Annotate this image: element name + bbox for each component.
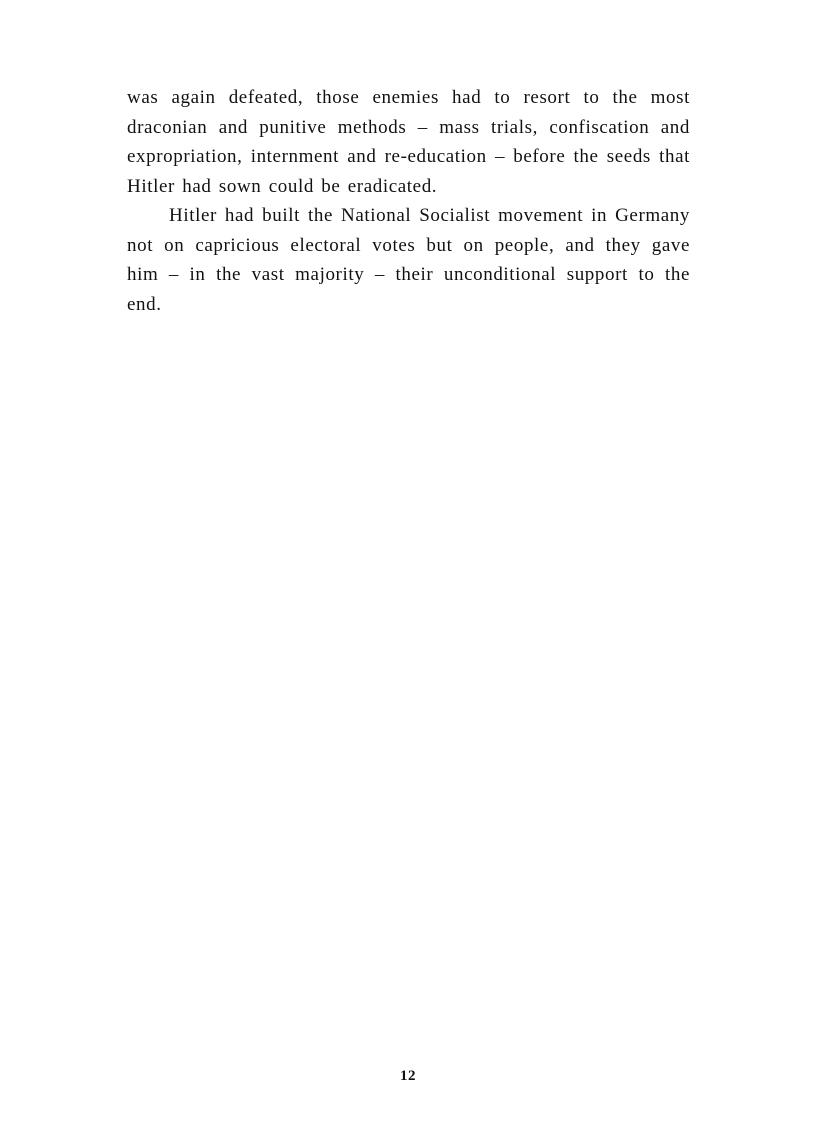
body-text	[127, 83, 690, 319]
paragraph-continued: was again defeated, those enemies had to resort to the most draconian and punitive methods – mass trials, confiscation and expropriation, internment and re-education – before the seeds that Hitler had sown could be eradicated.	[127, 87, 690, 197]
page-number: 12	[400, 1068, 416, 1084]
paragraph: Hitler had built the National Socialist movement in Germany not on capricious electoral votes but on people, and they gave him – in the vast majority – their unconditional support to the end.	[127, 205, 690, 315]
